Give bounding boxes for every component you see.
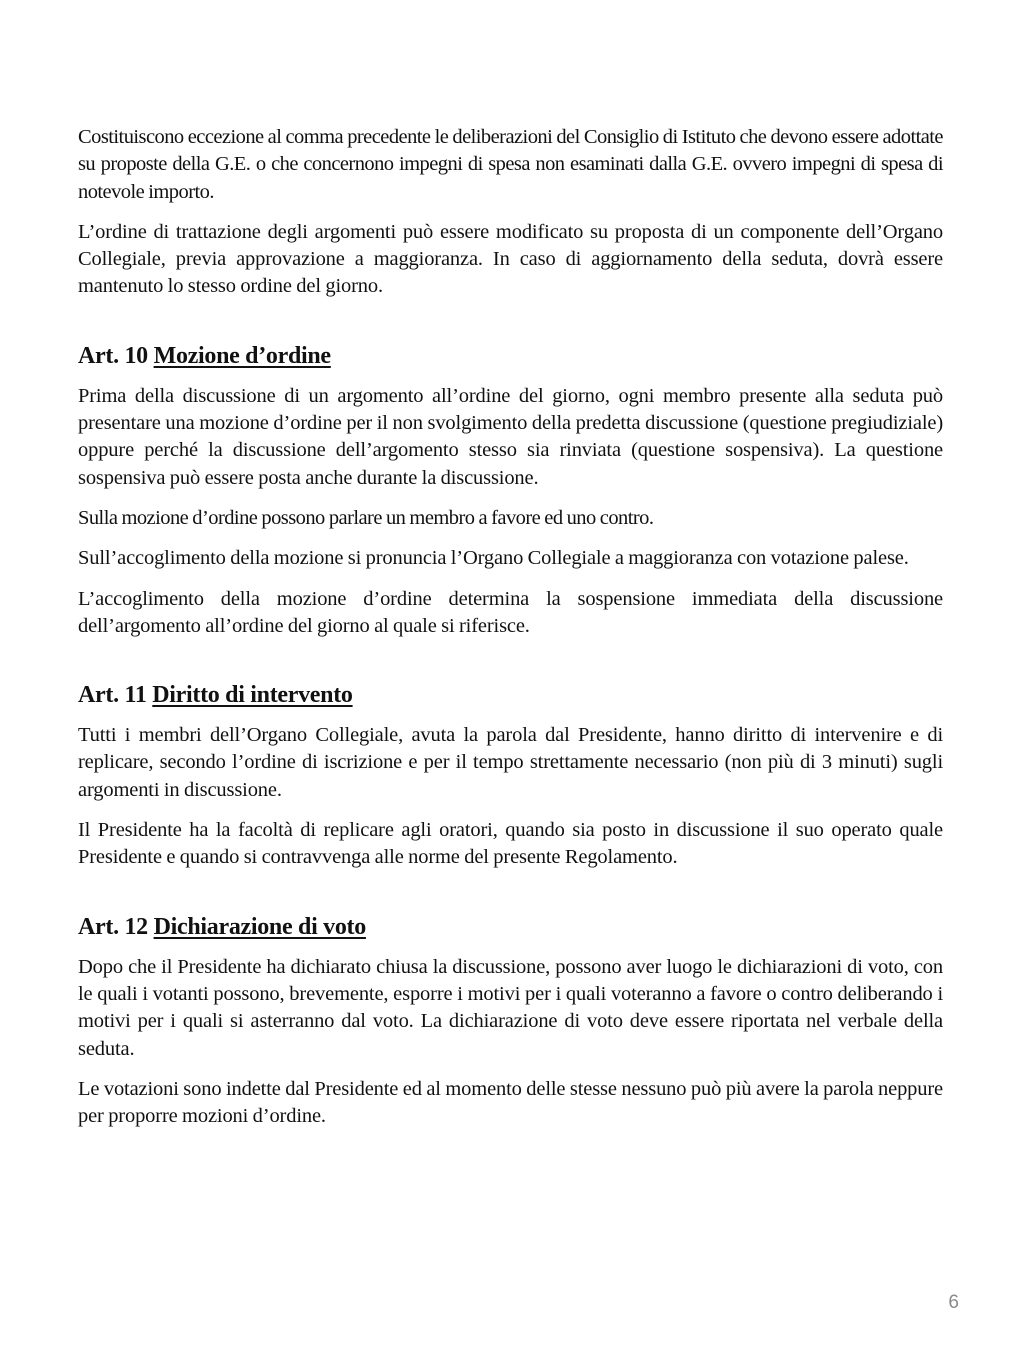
article-paragraph: Prima della discussione di un argomento all’ordine del giorno, ogni membro presente alla seduta può presentare una mozione d’ordine per il non svolgimento della predetta discussione (questione pregiudiziale) oppure perché la discussione dell’argomento stesso sia rinviata (questione sospensiva). La questione sospensiva può essere posta anche durante la discussione. — [78, 384, 943, 489]
article-10 — [78, 341, 943, 640]
article-heading — [78, 680, 943, 710]
article-paragraph: Dopo che il Presidente ha dichiarato chiusa la discussione, possono aver luogo le dichiarazioni di voto, con le quali i votanti possono, brevemente, esporre i motivi per i quali voteranno a favore o contro deliberando i motivi per i quali si asterranno dal voto. La dichiarazione di voto deve essere riportata nel verbale della seduta. — [78, 955, 943, 1060]
article-number: Art. 11 — [78, 682, 147, 709]
article-heading — [78, 912, 943, 942]
article-heading — [78, 341, 943, 371]
article-11 — [78, 680, 943, 871]
article-paragraph: Le votazioni sono indette dal Presidente ed al momento delle stesse nessuno può più avere la parola neppure per proporre mozioni d’ordine. — [78, 1077, 943, 1128]
page-number: 6 — [948, 1292, 959, 1313]
article-title: Mozione d’ordine — [153, 342, 331, 369]
article-title: Dichiarazione di voto — [153, 913, 366, 940]
intro-paragraph-1: Costituiscono eccezione al comma precedente le deliberazioni del Consiglio di Istituto che devono essere adottate su proposte della G.E. o che concernono impegni di spesa non esaminati dalla G.E. ovvero impegni di spesa di notevole importo. — [78, 126, 943, 203]
article-paragraph: Il Presidente ha la facoltà di replicare agli oratori, quando sia posto in discussione il suo operato quale Presidente e quando si contravvenga alle norme del presente Regolamento. — [78, 819, 943, 869]
article-12 — [78, 912, 943, 1131]
article-number: Art. 10 — [78, 342, 148, 369]
intro-paragraph-2: L’ordine di trattazione degli argomenti può essere modificato su proposta di un componente dell’Organo Collegiale, previa approvazione a maggioranza. In caso di aggiornamento della seduta, dovrà essere mantenuto lo stesso ordine del giorno. — [78, 220, 943, 298]
article-paragraph: Sulla mozione d’ordine possono parlare un membro a favore ed uno contro. — [78, 506, 654, 529]
article-number: Art. 12 — [78, 913, 148, 940]
article-paragraph: L’accoglimento della mozione d’ordine determina la sospensione immediata della discussione dell’argomento all’ordine del giorno al quale si riferisce. — [78, 587, 943, 637]
article-paragraph: Tutti i membri dell’Organo Collegiale, avuta la parola dal Presidente, hanno diritto di intervenire e di replicare, secondo l’ordine di iscrizione e per il tempo strettamente necessario (non più di 3 minuti) sugli argomenti in discussione. — [78, 724, 943, 801]
document-page — [78, 124, 943, 1143]
article-title: Diritto di intervento — [152, 682, 353, 709]
article-paragraph: Sull’accoglimento della mozione si pronuncia l’Organo Collegiale a maggioranza con votazione palese. — [78, 547, 909, 570]
